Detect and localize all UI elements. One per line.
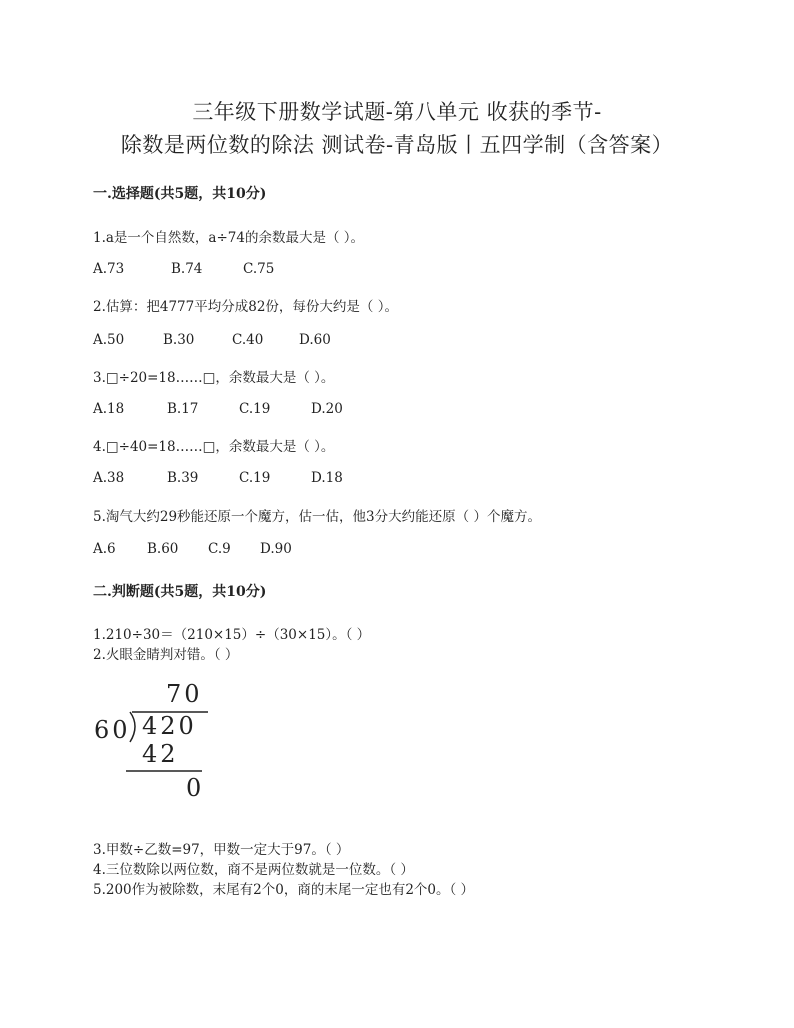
question-2-4: 4.三位数除以两位数，商不是两位数就是一位数。（ ） — [93, 862, 414, 878]
division-quotient: 70 — [166, 680, 203, 708]
division-bracket-lines — [90, 678, 230, 808]
question-2-3: 3.甲数÷乙数=97，甲数一定大于97。（ ） — [93, 842, 350, 858]
question-1-5-options — [93, 541, 292, 557]
option-c: C.9 — [208, 541, 231, 557]
option-a: A.18 — [93, 401, 125, 417]
question-1-1: 1.a是一个自然数，a÷74的余数最大是（ ）。 — [93, 230, 365, 246]
division-bracket — [130, 712, 135, 742]
question-1-5: 5.淘气大约29秒能还原一个魔方，估一估，他3分大约能还原（ ）个魔方。 — [93, 509, 541, 525]
division-remainder: 0 — [186, 774, 205, 802]
option-b: B.17 — [167, 401, 199, 417]
question-1-2-options — [93, 332, 331, 348]
option-a: A.6 — [93, 541, 116, 557]
option-a: A.73 — [93, 261, 125, 277]
question-2-2: 2.火眼金睛判对错。（ ） — [93, 647, 239, 663]
option-d: D.18 — [311, 470, 343, 486]
option-c: C.75 — [243, 261, 275, 277]
option-b: B.39 — [167, 470, 199, 486]
title-line-2: 除数是两位数的除法 测试卷-青岛版丨五四学制（含答案） — [120, 133, 674, 157]
question-1-3: 3.□÷20=18……□，余数最大是（ ）。 — [93, 370, 335, 386]
question-1-2: 2.估算：把4777平均分成82份，每份大约是（ ）。 — [93, 299, 398, 315]
option-b: B.30 — [163, 332, 195, 348]
question-1-4-options — [93, 470, 343, 486]
division-product: 42 — [142, 740, 179, 768]
option-c: C.19 — [239, 401, 271, 417]
option-a: A.50 — [93, 332, 125, 348]
option-a: A.38 — [93, 470, 125, 486]
question-2-5: 5.200作为被除数，末尾有2个0，商的末尾一定也有2个0。（ ） — [93, 882, 475, 898]
option-b: B.74 — [171, 261, 203, 277]
option-c: C.19 — [239, 470, 271, 486]
question-1-1-options — [93, 261, 274, 277]
option-d: D.20 — [311, 401, 343, 417]
question-2-1: 1.210÷30＝（210×15）÷（30×15）。（ ） — [93, 627, 371, 643]
division-divisor: 60 — [94, 716, 131, 744]
division-dividend: 420 — [142, 712, 197, 740]
title-line-1: 三年级下册数学试题-第八单元 收获的季节- — [192, 100, 602, 124]
option-c: C.40 — [232, 332, 264, 348]
option-b: B.60 — [147, 541, 179, 557]
question-1-3-options — [93, 401, 343, 417]
question-1-4: 4.□÷40=18……□，余数最大是（ ）。 — [93, 439, 335, 455]
long-division-figure — [90, 678, 230, 808]
section-2-heading: 二.判断题(共5题，共10分) — [93, 584, 267, 600]
section-1-heading: 一.选择题(共5题，共10分) — [93, 186, 267, 202]
option-d: D.90 — [260, 541, 292, 557]
option-d: D.60 — [299, 332, 331, 348]
